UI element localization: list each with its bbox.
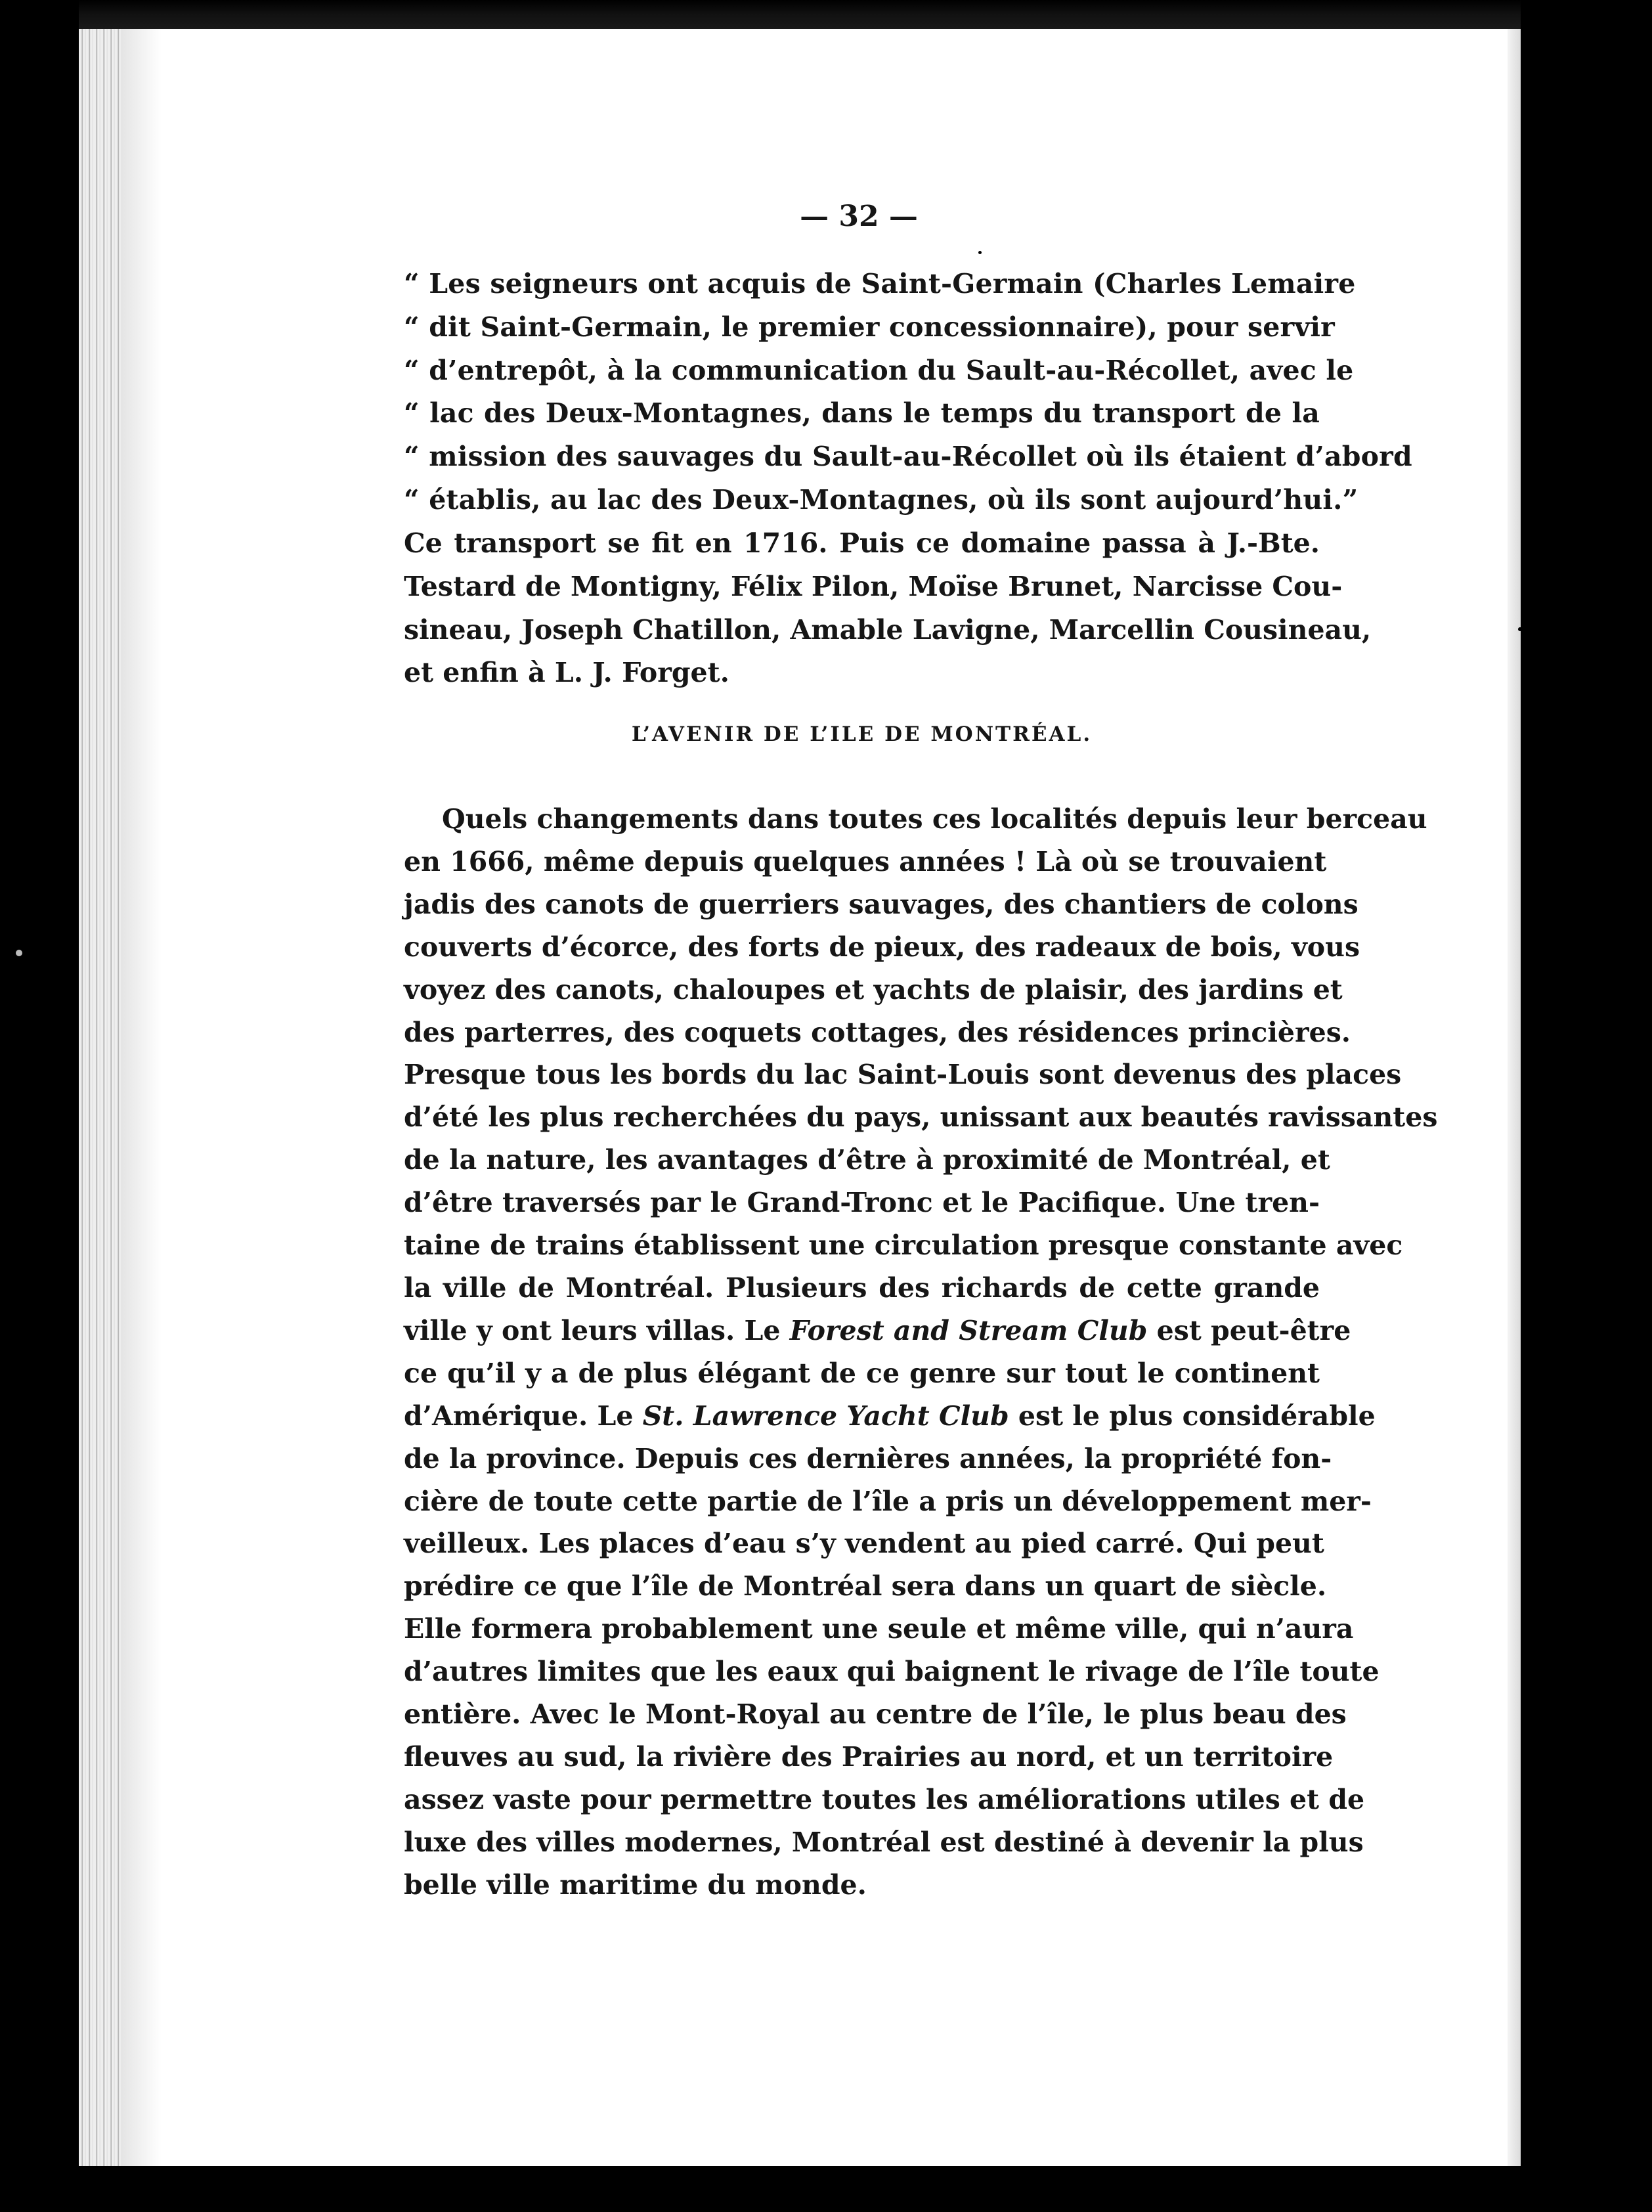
- scan-right-border: [1521, 0, 1652, 2212]
- line-text: ville y ont leurs villas. Le: [404, 1314, 790, 1346]
- paragraph-line: voyez des canots, chaloupes et yachts de plaisir, des jardins et: [404, 973, 1343, 1006]
- paragraph-line: d’être traversés par le Grand-Tronc et le Pacifique. Une tren-: [404, 1187, 1320, 1219]
- paragraph-line: Elle formera probablement une seule et même ville, qui n’aura: [404, 1613, 1354, 1645]
- page-number: — 32 —: [800, 200, 918, 233]
- scan-left-border: [0, 0, 79, 2212]
- page-stack-edges: [79, 29, 122, 2166]
- paragraph-line: jadis des canots de guerriers sauvages, des chantiers de colons: [404, 888, 1359, 920]
- paragraph-line: des parterres, des coquets cottages, des résidences princières.: [404, 1016, 1351, 1048]
- paragraph-line: et enfin à L. J. Forget.: [404, 657, 729, 689]
- club-name-st-lawrence-yacht: St. Lawrence Yacht Club: [642, 1400, 1009, 1432]
- quote-line: “ Les seigneurs ont acquis de Saint-Germain (Charles Lemaire: [404, 268, 1356, 299]
- paragraph-line-with-club: [404, 1310, 1351, 1352]
- quote-line: “ mission des sauvages du Sault-au-Récollet où ils étaient d’abord: [404, 441, 1412, 473]
- line-text: est le plus considérable: [1009, 1400, 1376, 1432]
- paragraph-line: ce qu’il y a de plus élégant de ce genre sur tout le continent: [404, 1357, 1320, 1389]
- paragraph-line: Testard de Montigny, Félix Pilon, Moïse Brunet, Narcisse Cou-: [404, 570, 1343, 602]
- paragraph-line: taine de trains établissent une circulation presque constante avec: [404, 1229, 1403, 1262]
- paragraph-line: prédire ce que l’île de Montréal sera dans un quart de siècle.: [404, 1570, 1327, 1603]
- paragraph-line: sineau, Joseph Chatillon, Amable Lavigne, Marcellin Cousineau,: [404, 613, 1372, 646]
- paragraph-line: de la nature, les avantages d’être à proximité de Montréal, et: [404, 1144, 1330, 1176]
- line-text: est peut-être: [1147, 1314, 1351, 1346]
- paragraph-line: Quels changements dans toutes ces localités depuis leur berceau: [442, 803, 1427, 835]
- paragraph-transport: [404, 522, 1372, 695]
- paragraph-line: la ville de Montréal. Plusieurs des richards de cette grande: [404, 1272, 1320, 1304]
- paragraph-line: d’été les plus recherchées du pays, unissant aux beautés ravissantes: [404, 1101, 1438, 1134]
- paragraph-line: de la province. Depuis ces dernières années, la propriété fon-: [404, 1442, 1332, 1474]
- paragraph-line: veilleux. Les places d’eau s’y vendent au pied carré. Qui peut: [404, 1528, 1324, 1560]
- scan-top-border: [0, 0, 1652, 29]
- paragraph-line: luxe des villes modernes, Montréal est destiné à devenir la plus: [404, 1826, 1364, 1858]
- paragraph-line: fleuves au sud, la rivière des Prairies au nord, et un territoire: [404, 1740, 1334, 1773]
- paragraph-line: Ce transport se fit en 1716. Puis ce domaine passa à J.-Bte.: [404, 527, 1320, 559]
- paragraph-line: cière de toute cette partie de l’île a pris un développement mer-: [404, 1485, 1372, 1517]
- section-heading: L’AVENIR DE L’ILE DE MONTRÉAL.: [631, 722, 1093, 746]
- paragraph-line: couverts d’écorce, des forts de pieux, des radeaux de bois, vous: [404, 931, 1360, 963]
- club-name-forest-and-stream: Forest and Stream Club: [789, 1314, 1148, 1346]
- quote-line: “ dit Saint-Germain, le premier concessionnaire), pour servir: [404, 311, 1335, 343]
- quote-line: “ d’entrepôt, à la communication du Sault-au-Récollet, avec le: [404, 354, 1354, 386]
- paragraph-avenir: [404, 798, 1438, 1907]
- quotation-block: [404, 263, 1412, 522]
- paragraph-line-with-club: [404, 1395, 1376, 1438]
- paragraph-line: Presque tous les bords du lac Saint-Louis sont devenus des places: [404, 1059, 1402, 1091]
- paragraph-line: d’autres limites que les eaux qui baignent le rivage de l’île toute: [404, 1656, 1380, 1688]
- quote-line: “ établis, au lac des Deux-Montagnes, où ils sont aujourd’hui.”: [404, 483, 1359, 516]
- paragraph-line: assez vaste pour permettre toutes les améliorations utiles et de: [404, 1783, 1365, 1815]
- scan-speck: [978, 251, 982, 254]
- line-text: d’Amérique. Le: [404, 1400, 643, 1432]
- paragraph-line: belle ville maritime du monde.: [404, 1869, 867, 1901]
- scan-bottom-border: [0, 2166, 1652, 2212]
- gutter-shadow: [122, 29, 162, 2166]
- scan-speck: [16, 950, 22, 956]
- right-page-edge: [1508, 29, 1522, 2166]
- quote-line: “ lac des Deux-Montagnes, dans le temps du transport de la: [404, 397, 1320, 430]
- paragraph-line: en 1666, même depuis quelques années ! Là où se trouvaient: [404, 845, 1327, 877]
- scan-speck: [1518, 627, 1522, 631]
- paragraph-line: entière. Avec le Mont-Royal au centre de l’île, le plus beau des: [404, 1698, 1347, 1731]
- scan-speck: [1529, 441, 1534, 447]
